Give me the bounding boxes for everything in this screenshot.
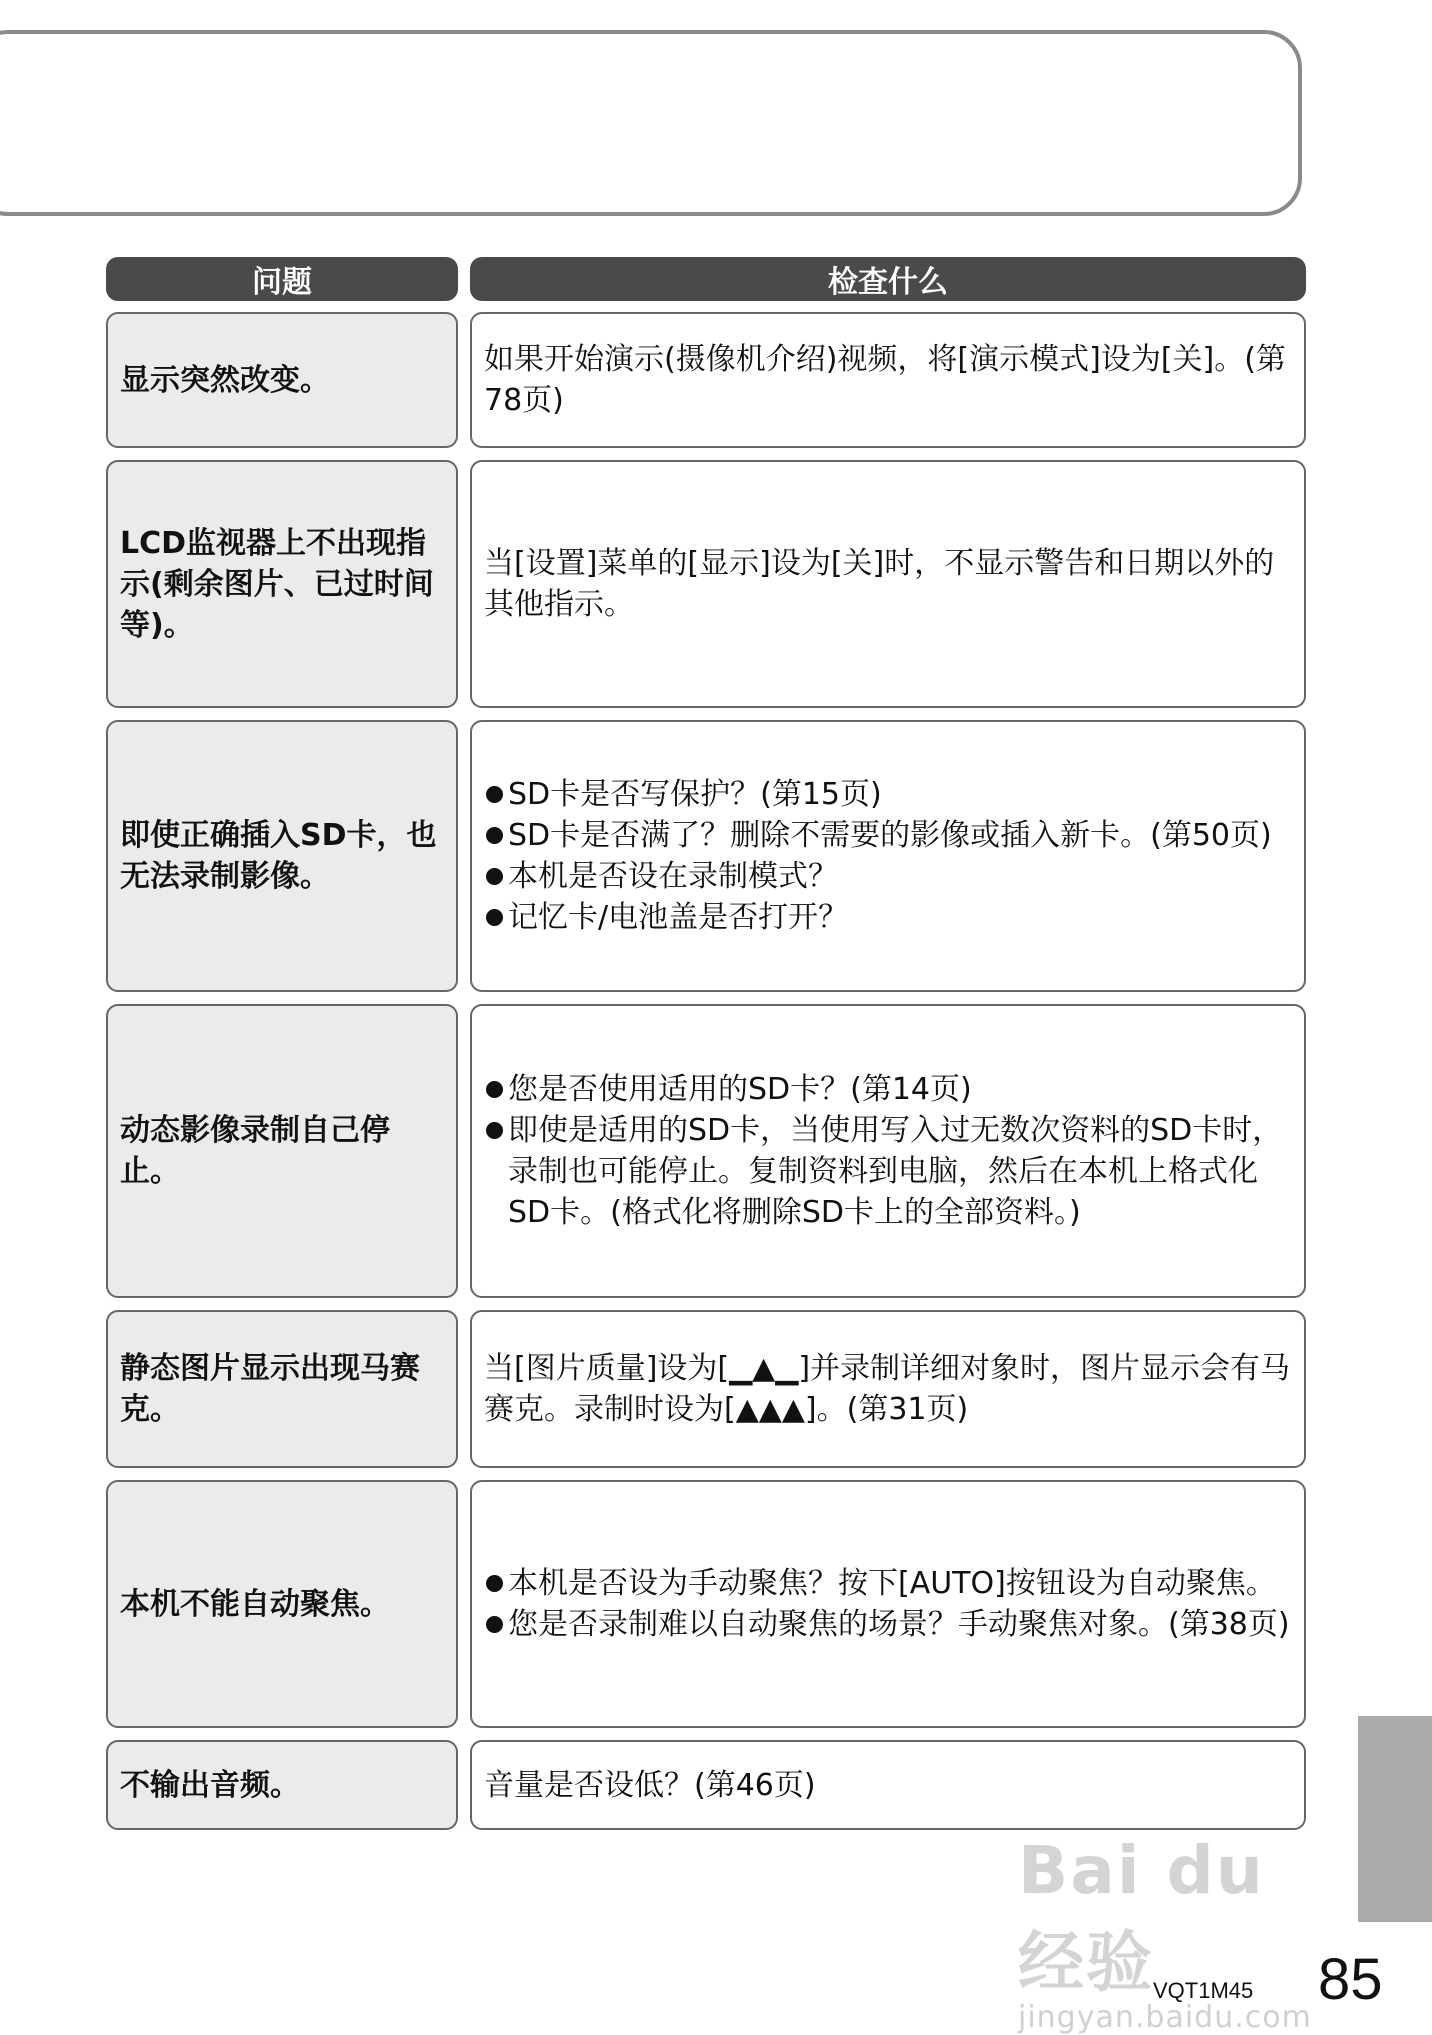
problem-cell xyxy=(106,460,458,708)
chapter-side-tab xyxy=(1358,1716,1432,1922)
answer-cell xyxy=(470,460,1306,708)
problem-cell xyxy=(106,1310,458,1468)
answer-cell xyxy=(470,312,1306,448)
answer-text: 音量是否设低？(第46页) xyxy=(484,1767,816,1803)
problem-text: 本机不能自动聚焦。 xyxy=(120,1586,390,1622)
problem-cell xyxy=(106,1480,458,1728)
answer-text: 如果开始演示(摄像机介绍)视频，将[演示模式]设为[关]。(第78页) xyxy=(484,342,1286,418)
check-column-header: 检查什么 xyxy=(470,257,1306,301)
problem-text: LCD监视器上不出现指示(剩余图片、已过时间等)。 xyxy=(120,525,434,643)
answer-bullet-list xyxy=(484,774,1272,938)
answer-text: 当[设置]菜单的[显示]设为[关]时，不显示警告和日期以外的其他指示。 xyxy=(484,546,1275,622)
answer-bullet: 本机是否设为手动聚焦？按下[AUTO]按钮设为自动聚焦。 xyxy=(484,1563,1290,1604)
problem-text: 显示突然改变。 xyxy=(120,362,330,398)
page-number: 85 xyxy=(1318,1947,1383,2012)
top-frame xyxy=(0,30,1302,216)
watermark-url: jingyan.baidu.com xyxy=(1018,2000,1312,2035)
problem-text: 即使正确插入SD卡，也无法录制影像。 xyxy=(120,818,437,894)
problem-text: 不输出音频。 xyxy=(120,1767,300,1803)
watermark-logo: Bai du 经验 xyxy=(1018,1832,1265,2001)
answer-cell xyxy=(470,1480,1306,1728)
answer-cell xyxy=(470,1004,1306,1298)
problem-column-header: 问题 xyxy=(106,257,458,301)
answer-text: 当[图片质量]设为[▁▲▁]并录制详细对象时，图片显示会有马赛克。录制时设为[▲▲▲]。(第31页) xyxy=(484,1351,1291,1427)
answer-cell xyxy=(470,1740,1306,1830)
problem-cell xyxy=(106,1740,458,1830)
problem-text: 动态影像录制自己停止。 xyxy=(120,1113,390,1189)
answer-bullet: 即使是适用的SD卡，当使用写入过无数次资料的SD卡时，录制也可能停止。复制资料到电脑，然后在本机上格式化SD卡。(格式化将删除SD卡上的全部资料。) xyxy=(484,1110,1294,1233)
document-code: VQT1M45 xyxy=(1153,1978,1254,2003)
problem-cell xyxy=(106,312,458,448)
answer-bullet: SD卡是否满了？删除不需要的影像或插入新卡。(第50页) xyxy=(484,815,1272,856)
problem-cell xyxy=(106,720,458,992)
answer-cell xyxy=(470,720,1306,992)
answer-bullet-list xyxy=(484,1069,1294,1233)
answer-bullet-list xyxy=(484,1563,1290,1645)
answer-bullet: 您是否使用适用的SD卡？(第14页) xyxy=(484,1069,1294,1110)
answer-bullet: 您是否录制难以自动聚焦的场景？手动聚焦对象。(第38页) xyxy=(484,1604,1290,1645)
answer-bullet: SD卡是否写保护？(第15页) xyxy=(484,774,1272,815)
answer-cell xyxy=(470,1310,1306,1468)
problem-cell xyxy=(106,1004,458,1298)
answer-bullet: 本机是否设在录制模式？ xyxy=(484,856,1272,897)
problem-text: 静态图片显示出现马赛克。 xyxy=(120,1351,420,1427)
answer-bullet: 记忆卡/电池盖是否打开？ xyxy=(484,897,1272,938)
